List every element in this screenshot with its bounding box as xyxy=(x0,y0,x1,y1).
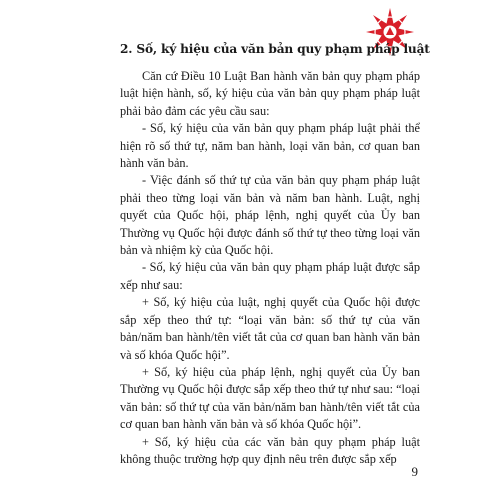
paragraph-intro: Căn cứ Điều 10 Luật Ban hành văn bản quy phạm pháp luật hiện hành, số, ký hiệu của văn bản quy phạm pháp luật phải bảo đảm các yêu cầu sau: xyxy=(120,69,420,118)
section-heading: 2. Số, ký hiệu của văn bản quy phạm pháp luật xyxy=(120,42,430,56)
paragraph-subitem: + Số, ký hiệu của pháp lệnh, nghị quyết của Ủy ban Thường vụ Quốc hội được sắp xếp theo thứ tự như sau: “loại văn bản: số thứ tự của văn bản/năm ban hành/tên viết tắt của cơ quan ban hành văn bản và số khóa Quốc hội”. xyxy=(120,364,420,432)
paragraph-subitem: + Số, ký hiệu của các văn bản quy phạm pháp luật không thuộc trường hợp quy định nêu trên được sắp xếp xyxy=(120,434,420,466)
page-number: 9 xyxy=(411,464,418,479)
body-text xyxy=(120,68,420,468)
paragraph-item: - Số, ký hiệu của văn bản quy phạm pháp luật được sắp xếp như sau: xyxy=(120,260,420,292)
paragraph-item: - Số, ký hiệu của văn bản quy phạm pháp luật phải thể hiện rõ số thứ tự, năm ban hành, loại văn bản, cơ quan ban hành văn bản. xyxy=(120,121,420,171)
paragraph-item: - Việc đánh số thứ tự của văn bản quy phạm pháp luật phải theo từng loại văn bản và năm ban hành. Luật, nghị quyết của Quốc hội, pháp lệnh, nghị quyết của Ủy ban Thường vụ Quốc hội được đánh số thứ tự theo từng loại văn bản và nhiệm kỳ của Quốc hội. xyxy=(120,173,420,258)
paragraph-subitem: + Số, ký hiệu của luật, nghị quyết của Quốc hội được sắp xếp theo thứ tự: “loại văn bản: số thứ tự của văn bản/năm ban hành/tên viết tắt của cơ quan ban hành văn bản và số khóa Quốc hội”. xyxy=(120,295,420,362)
